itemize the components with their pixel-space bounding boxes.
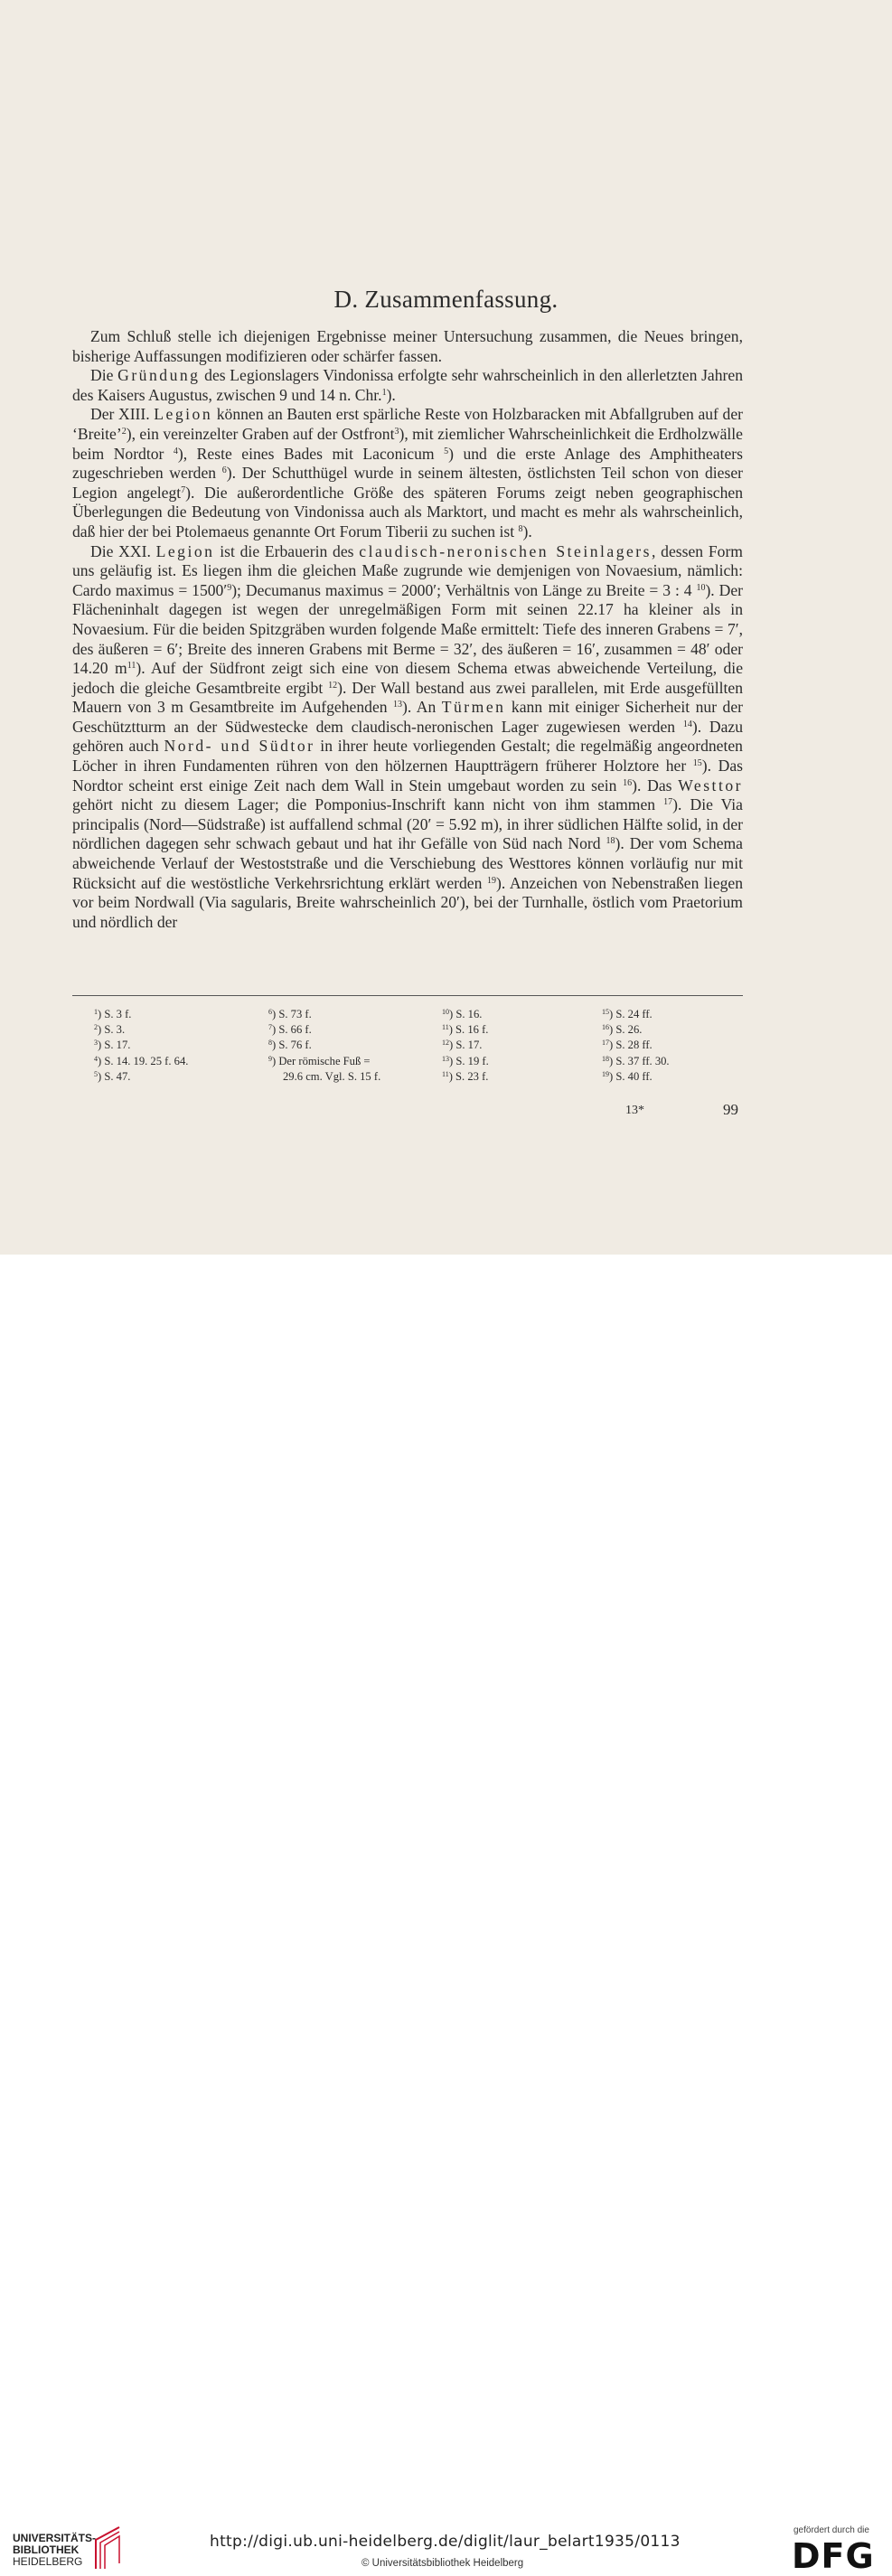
spaced-text: claudisch-neronischen Steinlagers xyxy=(359,541,653,560)
footnote-number: 6 xyxy=(268,1008,272,1016)
footnote-number: 9 xyxy=(268,1054,272,1063)
footnote-ref: 5 xyxy=(444,446,449,456)
spaced-text: Westtor xyxy=(678,776,743,794)
footnote-number: 5 xyxy=(94,1069,98,1078)
spaced-text: Türmen xyxy=(441,698,506,717)
footnote-text: ) S. 40 ff. xyxy=(609,1069,653,1083)
footnote-number: 8 xyxy=(268,1039,272,1048)
footnote-ref: 11 xyxy=(127,661,136,672)
footnote-ref: 1 xyxy=(381,387,387,398)
footnote xyxy=(442,1054,489,1069)
text: ). Die außerordentliche Größe des späteren Forums zeigt neben geographischen Überlegungen die Bedeutung von Vindonissa auch als Marktort, und macht es mehr als wahrscheinlich, daß hier der bei Ptolemaeus genannte Ort Forum Tiberii zu suchen ist xyxy=(72,483,744,541)
text: , dessen Form uns geläufig ist. Es liegen ihm die gleichen Maße zugrunde wie demjenigen von Novaesium, nämlich: Cardo maximus = 1500′ xyxy=(72,541,743,599)
footnote xyxy=(602,1007,670,1022)
page-number: 99 xyxy=(723,1101,738,1118)
footnotes-col-2 xyxy=(268,1007,380,1085)
footnote-ref: 15 xyxy=(692,758,702,769)
footnote xyxy=(94,1069,188,1085)
library-logo[interactable] xyxy=(13,2533,96,2568)
text: des Legionslagers Vindonissa erfolgte sehr wahrscheinlich in den allerletzten Jahren des Kaisers Augustus, zwischen 9 und 14 n. Chr. xyxy=(72,366,743,404)
footnote-number: 19 xyxy=(602,1069,609,1078)
text: gehört nicht zu diesem Lager; die Pomponius-Inschrift kann nicht von ihm stammen xyxy=(72,795,664,814)
text: ). Der Schutthügel wurde in seinem ältesten, östlichsten Teil schon von dieser Legion angelegt xyxy=(72,464,744,502)
footnote xyxy=(602,1038,670,1053)
footnote-ref: 9 xyxy=(227,582,232,593)
footnote-number: 11 xyxy=(442,1023,449,1032)
viewer-footer xyxy=(0,1255,892,2576)
footnote xyxy=(268,1007,380,1022)
footnote xyxy=(94,1038,188,1053)
footnote-number: 2 xyxy=(94,1023,98,1032)
text: ). Dazu gehören auch xyxy=(72,717,744,756)
footnote-text: ) S. 24 ff. xyxy=(609,1008,653,1020)
footnote xyxy=(442,1022,489,1038)
footnote-text: ) S. 76 f. xyxy=(272,1039,312,1052)
footnote-number: 17 xyxy=(602,1039,609,1048)
spaced-text: Legion xyxy=(154,405,213,424)
text: ). An xyxy=(402,698,442,717)
permalink-url[interactable]: http://digi.ub.uni-heidelberg.de/diglit/laur_belart1935/0113 xyxy=(210,2533,681,2551)
footnote-number: 11 xyxy=(442,1069,449,1078)
footnote-text: 29.6 cm. Vgl. S. 15 f. xyxy=(283,1069,381,1083)
footnote xyxy=(442,1007,489,1022)
footnote-text: ) Der römische Fuß = xyxy=(272,1054,371,1067)
text: ). Die Via principalis (Nord—Südstraße) ist auffallend schmal (20′ = 5.92 m), in ihrer südlichen Hälfte solid, in der nördlichen dagegen sehr schwach gebaut und hat ihr Gefälle von Süd nach Nord xyxy=(72,795,743,853)
footnote-number: 1 xyxy=(94,1008,98,1016)
paragraph-4 xyxy=(72,542,743,933)
footnote-ref: 14 xyxy=(682,719,692,729)
footnote-ref: 17 xyxy=(663,797,673,808)
text: ). Anzeichen von Nebenstraßen liegen vor beim Nordwall (Via sagularis, Breite wahrscheinlich 20′), bei der Turnhalle, östlich vom Praetorium und nördlich der xyxy=(72,873,743,931)
footnote-rule xyxy=(72,995,743,996)
footnote xyxy=(602,1022,670,1038)
text: ), Reste eines Bades mit Laconicum xyxy=(177,444,445,463)
footnote-ref: 2 xyxy=(121,426,127,437)
footnote-ref: 13 xyxy=(393,700,403,710)
scanned-page xyxy=(0,0,892,1255)
text: ). Der Flächeninhalt dagegen ist wegen der unregelmäßigen Form mit seinen 22.17 ha kleiner als in Novaesium. Für die beiden Spitzgräben wurden folgende Maße ermittelt: Tiefe des inneren Grabens = 7′, des äußeren = 6′; Breite des inneren Grabens mit Berme = 32′, des äußeren = 16′, zusammen = 48′ oder 14.20 m xyxy=(72,580,743,678)
footnote-number: 16 xyxy=(602,1023,609,1032)
footnotes-col-4 xyxy=(602,1007,670,1085)
footnote xyxy=(442,1069,489,1085)
spaced-text: Legion xyxy=(155,541,215,560)
text: ) und die erste Anlage des Amphitheaters zugeschrieben werden xyxy=(72,444,743,483)
footnote-number: 13 xyxy=(442,1054,449,1063)
footnote xyxy=(602,1069,670,1085)
footnote-text: ) S. 14. 19. 25 f. 64. xyxy=(98,1054,189,1067)
footnote-ref: 19 xyxy=(487,875,496,886)
footnote-text: ) S. 16 f. xyxy=(448,1023,489,1037)
footnote-ref: 4 xyxy=(173,446,178,456)
footnote-number: 3 xyxy=(94,1039,98,1048)
text: ). xyxy=(522,522,532,541)
logo-text-line-2: BIBLIOTHEK xyxy=(13,2543,80,2556)
footnote-text: ) S. 17. xyxy=(98,1039,131,1052)
footnote-text: ) S. 66 f. xyxy=(272,1023,312,1037)
footnote-text: ) S. 37 ff. 30. xyxy=(609,1054,670,1067)
footnote-number: 4 xyxy=(94,1054,98,1063)
text: ). Das xyxy=(632,776,679,794)
footnote-ref: 7 xyxy=(181,484,186,495)
funding-label: gefördert durch die xyxy=(793,2525,869,2535)
footnote-ref: 18 xyxy=(606,836,615,847)
footnote-text: ) S. 26. xyxy=(609,1023,643,1037)
text: ); Decumanus maximus = 2000′; Verhältnis von Länge zu Breite = 3 : 4 xyxy=(231,580,697,599)
text: ). Das Nordtor scheint erst einige Zeit nach dem Wall in Stein umgebaut worden zu sein xyxy=(72,757,743,794)
dfg-logo[interactable]: DFG xyxy=(792,2536,875,2576)
text: ). Der Wall bestand aus zwei parallelen, mit Erde ausgefüllten Mauern von 3 m Gesamtbreite im Aufgehenden xyxy=(72,678,743,717)
footnote-ref: 3 xyxy=(394,426,399,437)
text: Die XXI. xyxy=(90,541,156,560)
text: Der XIII. xyxy=(90,405,155,424)
footnote-ref: 6 xyxy=(221,465,227,476)
footnotes-col-3 xyxy=(442,1007,489,1085)
footnote xyxy=(268,1022,380,1038)
library-emblem-icon xyxy=(92,2524,125,2571)
footnote xyxy=(442,1038,489,1053)
footnote-text: ) S. 3. xyxy=(98,1023,126,1037)
footnote-text: ) S. 73 f. xyxy=(272,1008,312,1020)
footnote xyxy=(268,1038,380,1053)
text: können an Bauten erst spärliche Reste von Holzbaracken mit Abfallgruben auf der ‘Breite’ xyxy=(72,405,743,443)
footnote-text: ) S. 19 f. xyxy=(449,1054,489,1067)
footnote-number: 12 xyxy=(442,1039,449,1048)
text: in ihrer heute vorliegenden Gestalt; die regelmäßig angeordneten Löcher in ihren Fundamenten rühren von den hölzernen Hauptträgern früherer Holztore her xyxy=(72,737,743,776)
footnote-text: ) S. 3 f. xyxy=(98,1008,132,1020)
footnote-number: 15 xyxy=(602,1008,609,1016)
footnote-text: ) S. 23 f. xyxy=(448,1069,489,1083)
paragraph-2 xyxy=(72,366,743,405)
footnote-continuation xyxy=(268,1069,380,1085)
footnote-text: ) S. 47. xyxy=(98,1069,131,1083)
footnote-ref: 10 xyxy=(696,582,706,593)
footnote-number: 18 xyxy=(602,1054,609,1063)
text: Die xyxy=(90,366,118,385)
text: ist die Erbauerin des xyxy=(214,541,360,560)
text: ), ein vereinzelter Graben auf der Ostfront xyxy=(126,424,395,443)
footnote xyxy=(268,1054,380,1069)
signature-mark: 13* xyxy=(625,1104,644,1117)
text: ). Auf der Südfront zeigt sich eine von diesem Schema etwas abweichende Verteilung, die jedoch die gleiche Gesamtbreite ergibt xyxy=(72,659,744,697)
footnote-ref: 8 xyxy=(518,523,523,534)
spaced-text: Nord- und Südtor xyxy=(164,737,315,756)
text: ). xyxy=(386,385,396,404)
spaced-text: Gründung xyxy=(117,366,201,385)
footnote xyxy=(94,1007,188,1022)
footnote-number: 7 xyxy=(268,1023,272,1032)
footnote xyxy=(94,1054,188,1069)
paragraph-3 xyxy=(72,405,743,541)
text: ), mit ziemlicher Wahrscheinlichkeit die Erdholzwälle beim Nordtor xyxy=(72,424,743,463)
footnote-ref: 16 xyxy=(623,777,633,788)
footnotes-col-1 xyxy=(94,1007,188,1085)
footnote-number: 10 xyxy=(442,1008,449,1016)
section-heading: D. Zusammenfassung. xyxy=(333,286,559,313)
body-text xyxy=(72,327,743,932)
text: kann mit einiger Sicherheit nur der Geschütztturm an der Südwestecke dem claudisch-neronischen Lager zugewiesen werden xyxy=(72,698,743,736)
copyright-notice: © Universitätsbibliothek Heidelberg xyxy=(361,2558,524,2569)
logo-text-line-3: HEIDELBERG xyxy=(13,2555,83,2568)
text: ). Der vom Schema abweichende Verlauf der Westoststraße und die Verschiebung des Westtores können vorläufig nur mit Rücksicht auf die westöstliche Verkehrsrichtung erklärt werden xyxy=(72,834,743,892)
footnote xyxy=(602,1054,670,1069)
footnote xyxy=(94,1022,188,1038)
footnote-ref: 12 xyxy=(328,680,338,691)
logo-text-line-1: UNIVERSITÄTS- xyxy=(13,2532,97,2544)
text: Zum Schluß stelle ich diejenigen Ergebnisse meiner Untersuchung zusammen, die Neues bringen, bisherige Auffassungen modifizieren oder schärfer fassen. xyxy=(72,327,743,365)
footnote-text: ) S. 17. xyxy=(449,1039,483,1052)
footnote-text: ) S. 28 ff. xyxy=(609,1039,653,1052)
paragraph-1 xyxy=(72,327,743,366)
footnote-text: ) S. 16. xyxy=(449,1008,483,1020)
